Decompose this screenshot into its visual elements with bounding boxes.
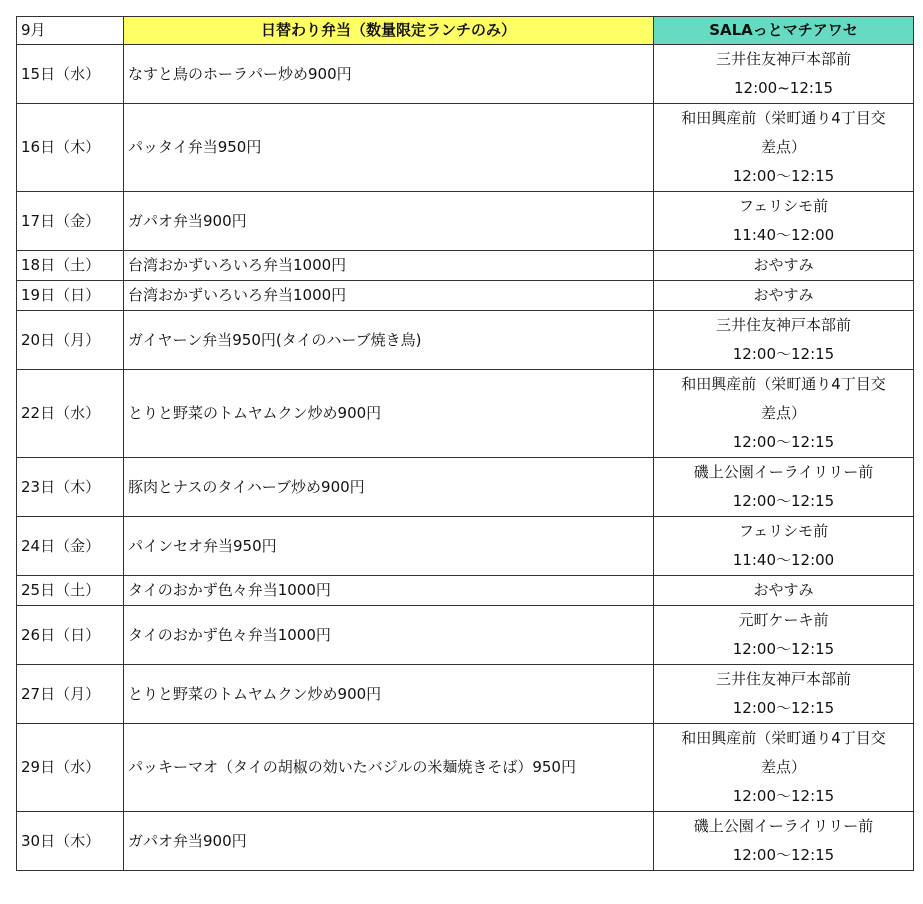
- header-row: [17, 17, 914, 45]
- location-cell: [654, 281, 914, 311]
- location-line: 元町ケーキ前: [738, 611, 829, 629]
- location-line: おやすみ: [753, 286, 814, 304]
- location-line: 和田興産前（栄町通り4丁目交: [681, 109, 886, 127]
- location-line: 磯上公園イーライリリー前: [693, 463, 874, 481]
- menu-cell: 豚肉とナスのタイハーブ炒め900円: [124, 458, 654, 517]
- location-line: 三井住友神戸本部前: [715, 50, 851, 68]
- menu-cell: とりと野菜のトムヤムクン炒め900円: [124, 370, 654, 458]
- location-line: おやすみ: [753, 581, 814, 599]
- location-line: 差点）: [760, 138, 806, 156]
- table-row: [17, 45, 914, 104]
- location-line: おやすみ: [753, 256, 814, 274]
- location-cell: [654, 517, 914, 576]
- menu-cell: ガパオ弁当900円: [124, 192, 654, 251]
- date-cell: 19日（日）: [17, 281, 124, 311]
- table-row: [17, 311, 914, 370]
- table-row: [17, 606, 914, 665]
- table-row: [17, 812, 914, 871]
- schedule-body: [17, 45, 914, 871]
- date-cell: 27日（月）: [17, 665, 124, 724]
- date-cell: 25日（土）: [17, 576, 124, 606]
- location-line: フェリシモ前: [738, 197, 829, 215]
- location-cell: [654, 104, 914, 192]
- table-row: [17, 665, 914, 724]
- location-cell: [654, 251, 914, 281]
- location-line: 12:00～12:15: [732, 699, 835, 717]
- menu-cell: パッタイ弁当950円: [124, 104, 654, 192]
- table-row: [17, 517, 914, 576]
- location-line: 差点）: [760, 404, 806, 422]
- table-row: [17, 192, 914, 251]
- lunch-schedule-table: [16, 16, 914, 871]
- location-line: 12:00～12:15: [732, 433, 835, 451]
- table-row: [17, 281, 914, 311]
- menu-cell: 台湾おかずいろいろ弁当1000円: [124, 281, 654, 311]
- header-month: 9月: [17, 17, 124, 45]
- date-cell: 24日（金）: [17, 517, 124, 576]
- menu-cell: ガイヤーン弁当950円(タイのハーブ焼き鳥): [124, 311, 654, 370]
- menu-cell: 台湾おかずいろいろ弁当1000円: [124, 251, 654, 281]
- location-line: 12:00～12:15: [732, 640, 835, 658]
- location-cell: [654, 370, 914, 458]
- date-cell: 15日（水）: [17, 45, 124, 104]
- menu-cell: なすと鳥のホーラパー炒め900円: [124, 45, 654, 104]
- table-row: [17, 251, 914, 281]
- location-cell: [654, 812, 914, 871]
- date-cell: 17日（金）: [17, 192, 124, 251]
- location-line: 12:00~12:15: [733, 79, 834, 97]
- location-line: 11:40～12:00: [732, 226, 835, 244]
- location-cell: [654, 311, 914, 370]
- location-cell: [654, 665, 914, 724]
- location-cell: [654, 458, 914, 517]
- location-line: 三井住友神戸本部前: [715, 670, 851, 688]
- date-cell: 26日（日）: [17, 606, 124, 665]
- location-cell: [654, 606, 914, 665]
- date-cell: 16日（木）: [17, 104, 124, 192]
- location-line: 12:00～12:15: [732, 846, 835, 864]
- menu-cell: タイのおかず色々弁当1000円: [124, 576, 654, 606]
- date-cell: 22日（水）: [17, 370, 124, 458]
- table-row: [17, 576, 914, 606]
- table-row: [17, 370, 914, 458]
- location-line: 和田興産前（栄町通り4丁目交: [681, 729, 886, 747]
- location-cell: [654, 576, 914, 606]
- header-menu: 日替わり弁当（数量限定ランチのみ）: [124, 17, 654, 45]
- date-cell: 23日（木）: [17, 458, 124, 517]
- menu-cell: タイのおかず色々弁当1000円: [124, 606, 654, 665]
- menu-cell: ガパオ弁当900円: [124, 812, 654, 871]
- date-cell: 18日（土）: [17, 251, 124, 281]
- location-line: 12:00～12:15: [732, 167, 835, 185]
- table-row: [17, 724, 914, 812]
- menu-cell: パインセオ弁当950円: [124, 517, 654, 576]
- menu-cell: パッキーマオ（タイの胡椒の効いたバジルの米麺焼きそば）950円: [124, 724, 654, 812]
- header-location: SALAっとマチアワセ: [654, 17, 914, 45]
- menu-cell: とりと野菜のトムヤムクン炒め900円: [124, 665, 654, 724]
- location-line: 磯上公園イーライリリー前: [693, 817, 874, 835]
- location-cell: [654, 192, 914, 251]
- date-cell: 30日（木）: [17, 812, 124, 871]
- location-line: 12:00～12:15: [732, 492, 835, 510]
- location-line: 12:00～12:15: [732, 787, 835, 805]
- date-cell: 20日（月）: [17, 311, 124, 370]
- table-row: [17, 458, 914, 517]
- table-row: [17, 104, 914, 192]
- location-line: 12:00～12:15: [732, 345, 835, 363]
- date-cell: 29日（水）: [17, 724, 124, 812]
- location-line: 和田興産前（栄町通り4丁目交: [681, 375, 886, 393]
- location-line: 差点）: [760, 758, 806, 776]
- location-line: 11:40～12:00: [732, 551, 835, 569]
- location-cell: [654, 724, 914, 812]
- location-cell: [654, 45, 914, 104]
- location-line: 三井住友神戸本部前: [715, 316, 851, 334]
- location-line: フェリシモ前: [738, 522, 829, 540]
